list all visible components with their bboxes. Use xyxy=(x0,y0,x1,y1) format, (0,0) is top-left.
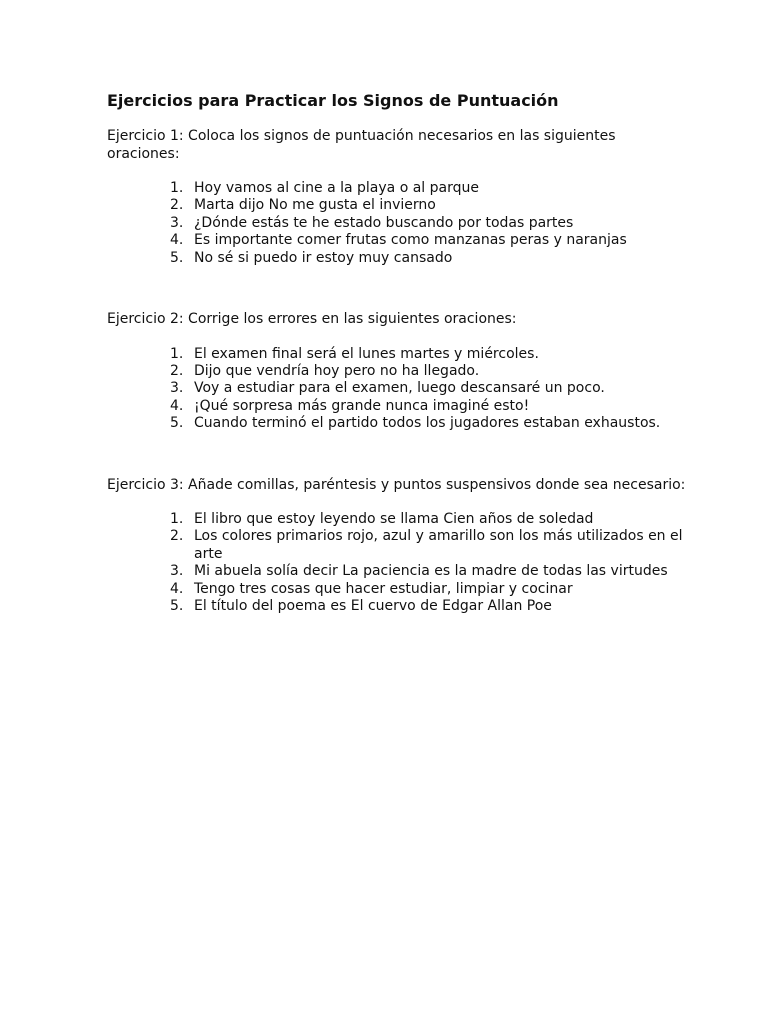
item-number: 1. xyxy=(170,511,184,528)
item-text: Dijo que vendría hoy pero no ha llegado. xyxy=(194,362,480,379)
list-item xyxy=(170,214,687,232)
item-number: 1. xyxy=(170,345,184,362)
list-item xyxy=(170,598,687,615)
exercise-3 xyxy=(107,477,687,616)
list-item xyxy=(170,528,687,563)
item-text: El libro que estoy leyendo se llama Cien años de soledad xyxy=(194,511,594,528)
item-text: Tengo tres cosas que hacer estudiar, limpiar y cocinar xyxy=(194,580,573,597)
item-text: El examen final será el lunes martes y miércoles. xyxy=(194,345,539,362)
item-number: 3. xyxy=(170,563,184,580)
item-text: Voy a estudiar para el examen, luego descansaré un poco. xyxy=(194,380,605,397)
list-item xyxy=(170,197,687,214)
item-number: 5. xyxy=(170,415,184,432)
item-number: 5. xyxy=(170,249,184,266)
exercise-2-instruction: Ejercicio 2: Corrige los errores en las siguientes oraciones: xyxy=(107,311,517,328)
item-text: Los colores primarios rojo, azul y amarillo son los más utilizados en el arte xyxy=(194,528,683,562)
item-text: Marta dijo No me gusta el invierno xyxy=(194,197,436,214)
document-title: Ejercicios para Practicar los Signos de Puntuación xyxy=(107,91,559,110)
item-number: 4. xyxy=(170,397,184,414)
list-item xyxy=(170,232,687,249)
item-number: 3. xyxy=(170,380,184,397)
exercise-1-list xyxy=(107,180,687,267)
exercise-1 xyxy=(107,128,687,267)
item-text: No sé si puedo ir estoy muy cansado xyxy=(194,249,453,266)
item-text: ¡Qué sorpresa más grande nunca imaginé esto! xyxy=(194,397,530,414)
item-text: Hoy vamos al cine a la playa o al parque xyxy=(194,180,479,196)
exercise-3-instruction: Ejercicio 3: Añade comillas, paréntesis y puntos suspensivos donde sea necesario: xyxy=(107,476,686,493)
item-number: 1. xyxy=(170,180,184,196)
item-text: ¿Dónde estás te he estado buscando por todas partes xyxy=(194,214,574,231)
list-item xyxy=(170,580,687,598)
list-item xyxy=(170,397,687,415)
list-item xyxy=(170,180,687,197)
list-item xyxy=(170,362,687,380)
item-number: 3. xyxy=(170,214,184,231)
item-number: 2. xyxy=(170,197,184,214)
list-item xyxy=(170,563,687,580)
exercise-2-list xyxy=(107,346,687,433)
list-item xyxy=(170,511,687,528)
exercise-2 xyxy=(107,311,687,433)
list-item xyxy=(170,249,687,267)
item-number: 4. xyxy=(170,232,184,249)
item-number: 2. xyxy=(170,362,184,379)
exercise-3-list xyxy=(107,511,687,615)
list-item xyxy=(170,415,687,432)
item-number: 2. xyxy=(170,528,184,545)
item-text: Es importante comer frutas como manzanas peras y naranjas xyxy=(194,232,627,249)
list-item xyxy=(170,380,687,397)
item-number: 4. xyxy=(170,580,184,597)
item-number: 5. xyxy=(170,598,184,615)
item-text: Mi abuela solía decir La paciencia es la madre de todas las virtudes xyxy=(194,563,668,580)
item-text: Cuando terminó el partido todos los jugadores estaban exhaustos. xyxy=(194,415,661,432)
list-item xyxy=(170,345,687,363)
item-text: El título del poema es El cuervo de Edgar Allan Poe xyxy=(194,598,552,615)
exercise-1-instruction: Ejercicio 1: Coloca los signos de puntuación necesarios en las siguientes oraciones: xyxy=(107,128,616,162)
document-page xyxy=(107,88,687,616)
